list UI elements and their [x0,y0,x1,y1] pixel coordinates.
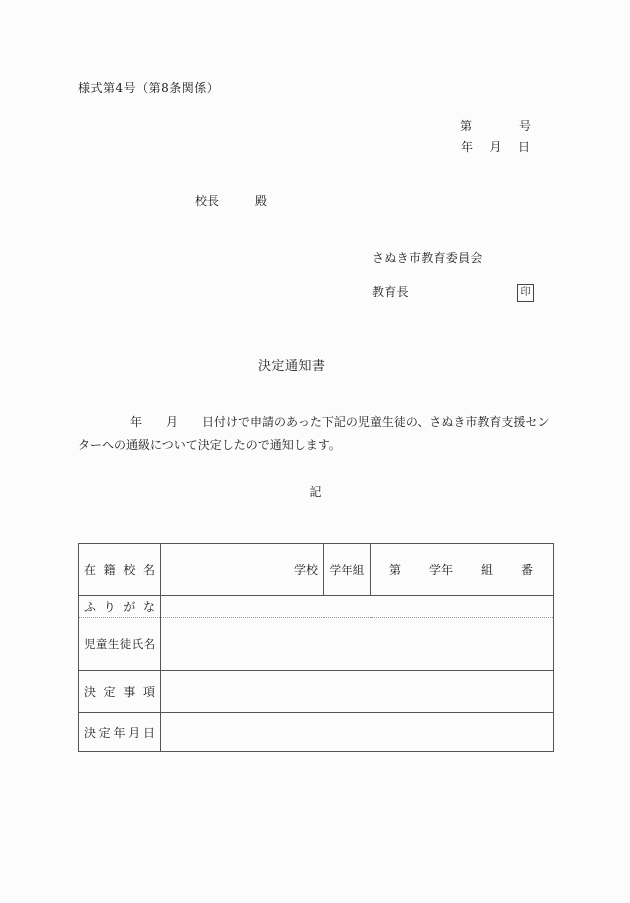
grade-format-cell [371,544,554,596]
document-number-line [460,117,531,134]
school-suffix-label: 学校 [293,563,318,577]
date-month-label: 月 [489,140,502,154]
issuer-position: 教育長 [372,285,409,299]
body-line-1: 年 月 日付けで申請のあった下記の児童生徒の、さぬき市教育支援セン [130,415,550,429]
addressee-line [195,192,267,209]
school-name-cell [161,544,324,596]
row-decision-date [79,713,554,752]
furigana-label: ふりがな [79,596,161,618]
student-name-label: 児童生徒氏名 [79,618,161,671]
decision-date-value-cell [161,713,554,752]
date-year-label: 年 [461,140,474,154]
student-name-value-cell [161,618,554,671]
enrolled-school-label: 在籍校名 [79,544,161,596]
grade-ban-label: 番 [520,563,533,577]
row-enrolled-school [79,544,554,596]
addressee-title-label: 校長 [195,194,220,208]
seal-label: 印 [520,287,531,298]
grade-dai-label: 第 [389,563,402,577]
grade-class-header: 学年組 [324,544,371,596]
decision-value-cell [161,671,554,713]
date-day-label: 日 [517,140,530,154]
issuer-organization: さぬき市教育委員会 [372,251,483,265]
doc-number-prefix-label: 第 [460,119,473,133]
date-line [461,138,530,155]
decision-label: 決定事項 [79,671,161,713]
document-title: 決定通知書 [258,359,326,374]
row-furigana [79,596,554,618]
form-number-label: 様式第4号（第8条関係） [78,81,220,95]
furigana-value-cell [161,596,554,618]
body-paragraph [78,411,556,457]
decision-table [78,543,554,752]
seal-box [517,284,534,302]
row-student-name [79,618,554,671]
row-decision [79,671,554,713]
grade-kumi-label: 組 [480,563,493,577]
body-line-2: ターへの通級について決定したので通知します。 [78,438,341,452]
separator-ki: 記 [309,485,322,499]
decision-date-label: 決定年月日 [79,713,161,752]
addressee-honorific-label: 殿 [254,194,267,208]
grade-gakunen-label: 学年 [428,563,453,577]
doc-number-suffix-label: 号 [518,119,531,133]
